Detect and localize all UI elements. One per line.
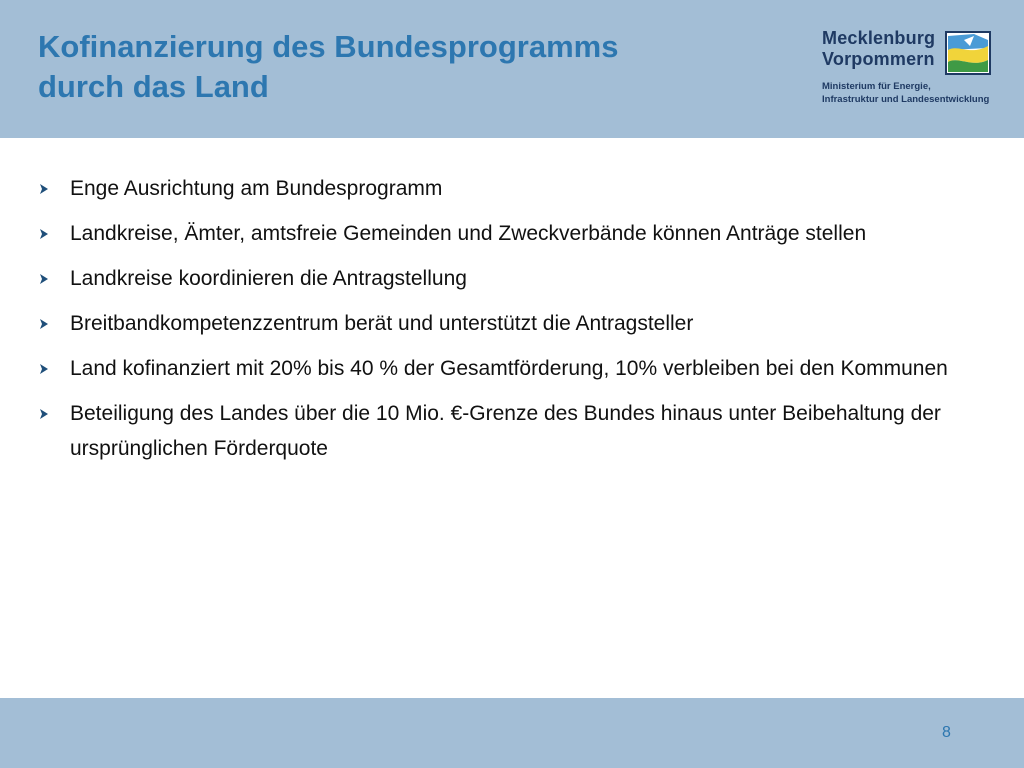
logo-subtitle xyxy=(822,80,989,106)
logo-name-line-1: Mecklenburg xyxy=(822,28,936,48)
arrow-bullet-icon xyxy=(38,318,50,330)
bullet-item xyxy=(36,396,976,466)
logo-name xyxy=(822,28,935,70)
logo-subtitle-line-2: Infrastruktur und Landesentwicklung xyxy=(822,94,990,105)
bullet-text: Breitbandkompetenzzentrum berät und unterstützt die Antragsteller xyxy=(70,312,694,335)
slide-title-line-2: durch das Land xyxy=(38,69,269,104)
bullet-item xyxy=(36,216,976,251)
bullet-item xyxy=(36,171,976,206)
bullet-text: Landkreise koordinieren die Antragstellung xyxy=(70,267,467,290)
slide-title xyxy=(38,27,618,107)
footer-band xyxy=(0,698,1024,768)
logo-name-line-2: Vorpommern xyxy=(822,49,935,69)
arrow-bullet-icon xyxy=(38,408,50,420)
slide-title-line-1: Kofinanzierung des Bundesprogramms xyxy=(38,29,619,64)
mv-coast-logo-icon xyxy=(944,30,992,76)
bullet-text: Beteiligung des Landes über die 10 Mio. €-Grenze des Bundes hinaus unter Beibehaltung der ursprünglichen Förderquote xyxy=(70,402,941,460)
header-band xyxy=(0,0,1024,138)
bullet-text: Enge Ausrichtung am Bundesprogramm xyxy=(70,177,443,200)
logo-subtitle-line-1: Ministerium für Energie, xyxy=(822,81,931,92)
page-number: 8 xyxy=(942,724,951,741)
ministry-logo xyxy=(822,28,1002,108)
arrow-bullet-icon xyxy=(38,363,50,375)
bullet-text: Landkreise, Ämter, amtsfreie Gemeinden und Zweckverbände können Anträge stellen xyxy=(70,222,867,245)
bullet-text: Land kofinanziert mit 20% bis 40 % der Gesamtförderung, 10% verbleiben bei den Kommunen xyxy=(70,357,948,380)
arrow-bullet-icon xyxy=(38,273,50,285)
bullet-item xyxy=(36,306,976,341)
arrow-bullet-icon xyxy=(38,228,50,240)
bullet-item xyxy=(36,261,976,296)
bullet-list xyxy=(36,171,976,476)
bullet-item xyxy=(36,351,976,386)
arrow-bullet-icon xyxy=(38,183,50,195)
